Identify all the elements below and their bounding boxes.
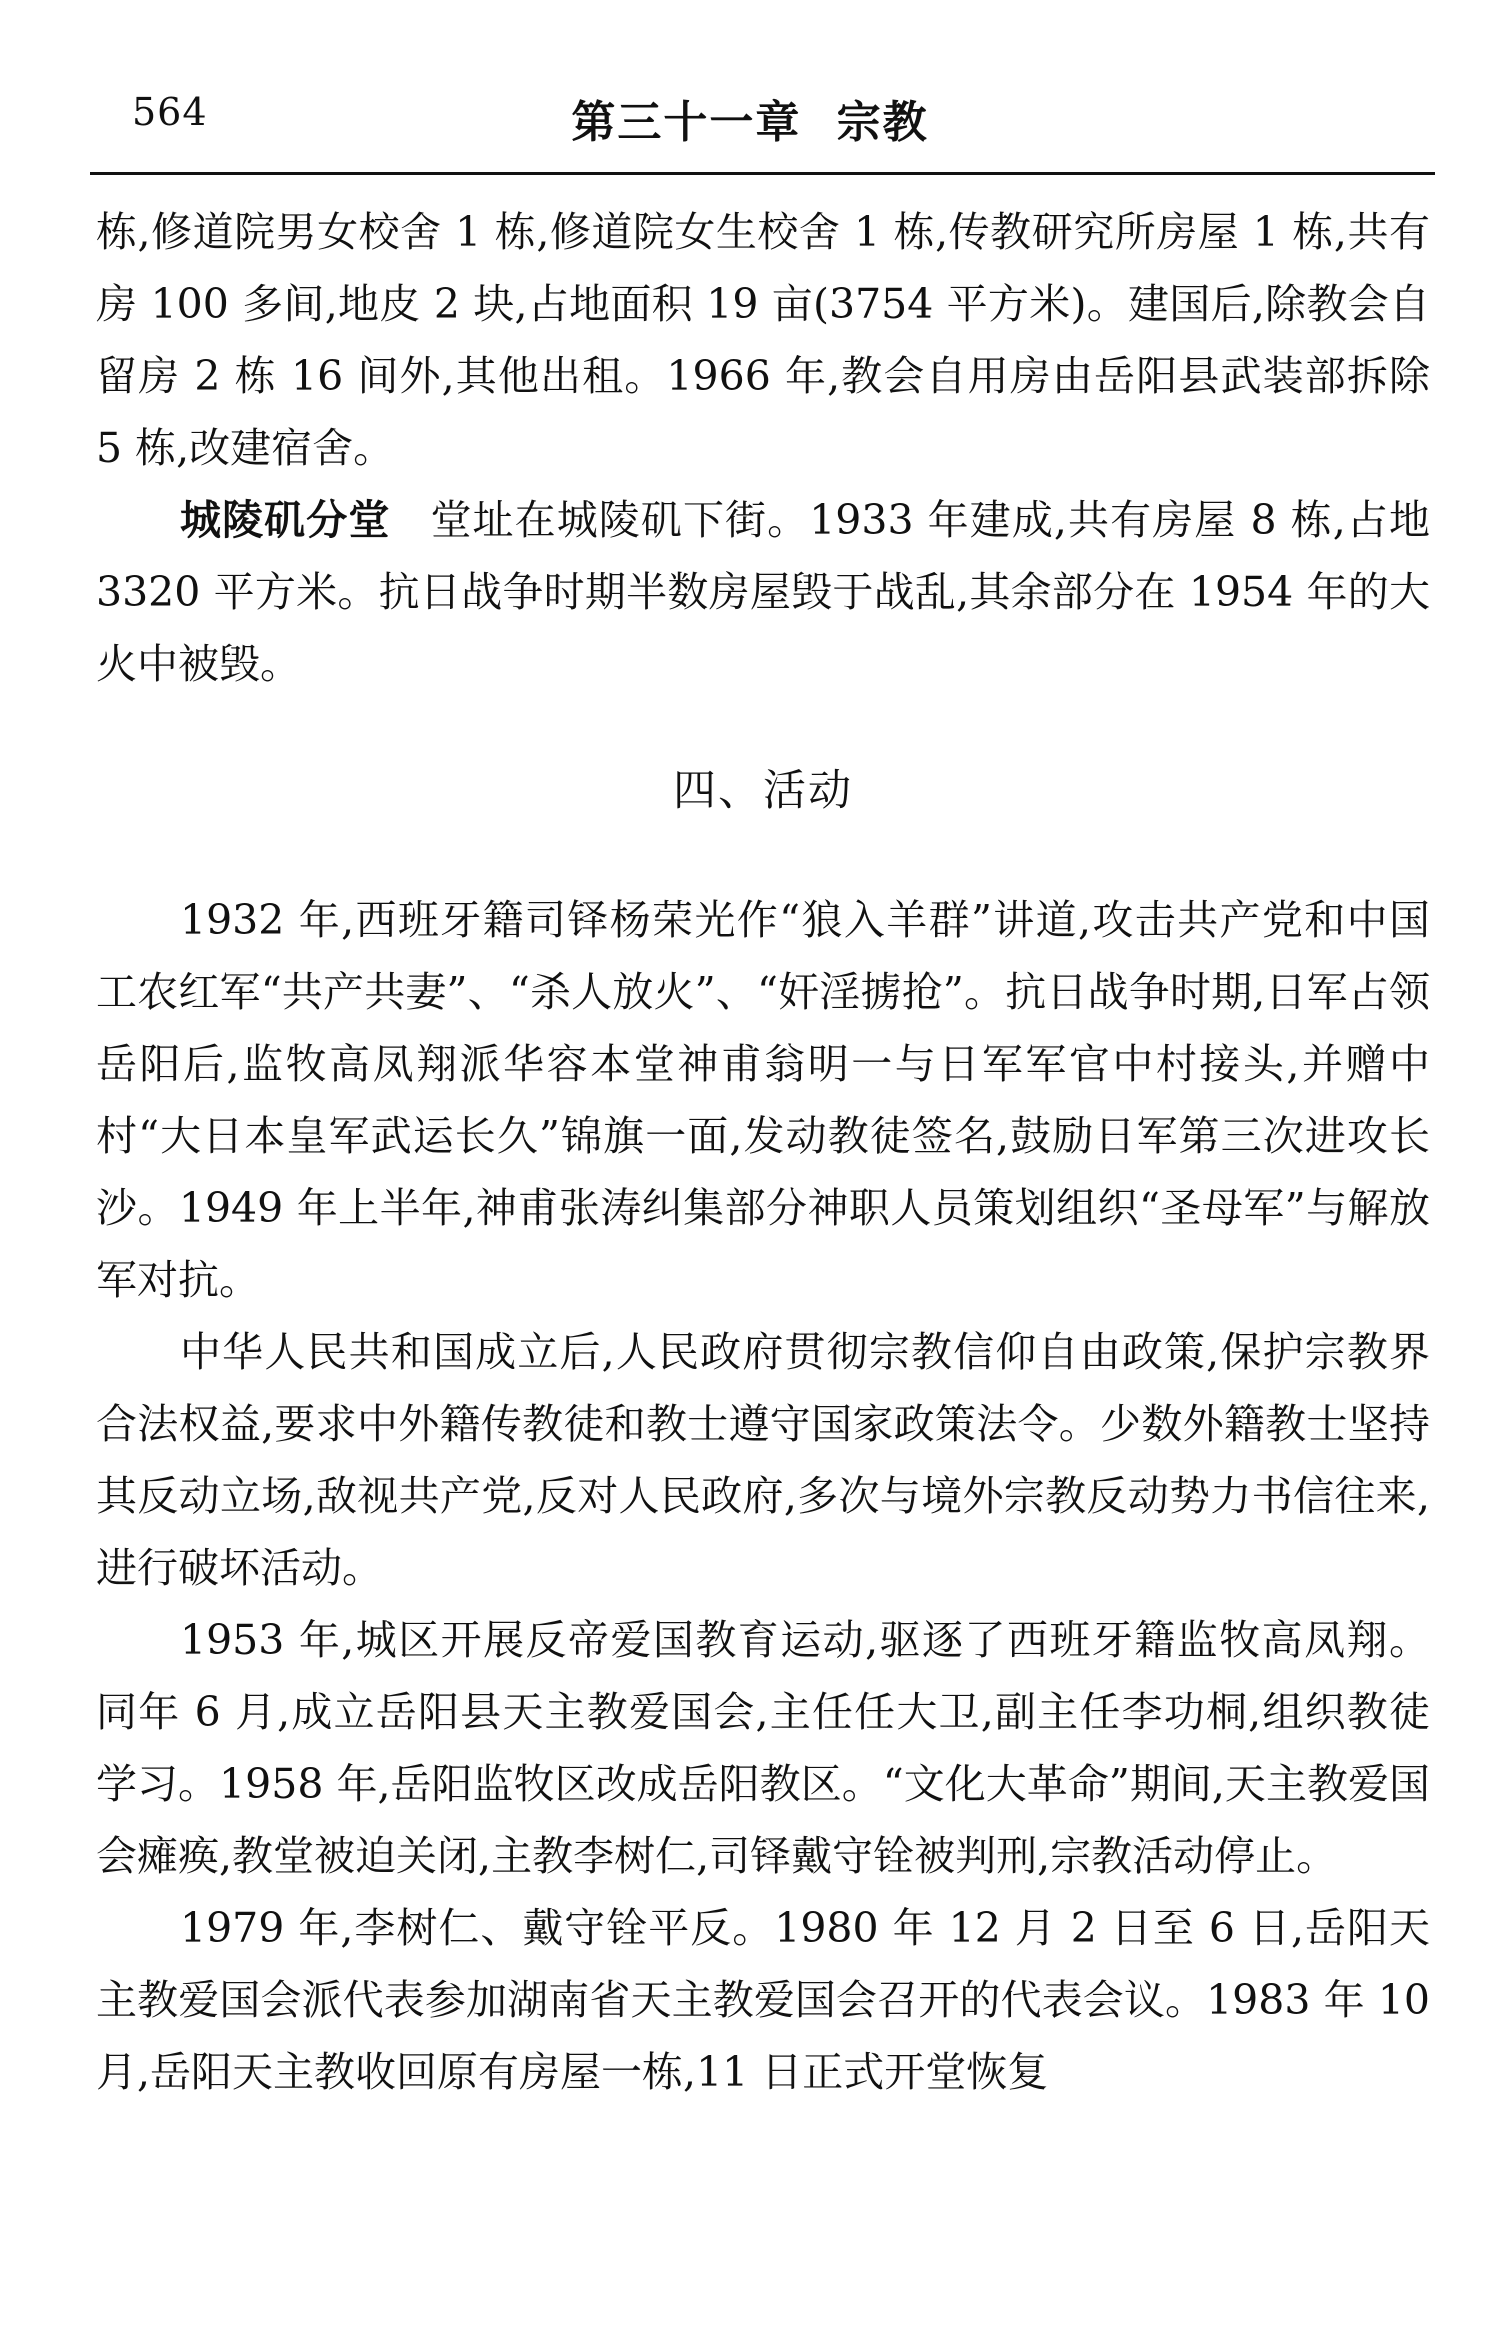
entry-term: 城陵矶分堂 <box>180 496 391 544</box>
header-rule <box>90 172 1435 175</box>
paragraph-1953: 1953 年,城区开展反帝爱国教育运动,驱逐了西班牙籍监牧高凤翔。同年 6 月,成立岳阳县天主教爱国会,主任任大卫,副主任李功桐,组织教徒学习。1958 年,岳阳监牧区改成岳阳教区。“文化大革命”期间,天主教爱国会瘫痪,教堂被迫关闭,主教李树仁,司铎戴守铨被判刑,宗教活动停止。 <box>96 1616 1430 1880</box>
paragraph-1979: 1979 年,李树仁、戴守铨平反。1980 年 12 月 2 日至 6 日,岳阳天主教爱国会派代表参加湖南省天主教爱国会召开的代表会议。1983 年 10 月,岳阳天主教收回原有房屋一栋,11 日正式开堂恢复 <box>96 1904 1430 2096</box>
running-title: 第三十一章 宗教 <box>571 97 929 148</box>
page-body <box>96 196 1430 2108</box>
entry-text: 堂址在城陵矶下街。1933 年建成,共有房屋 8 栋,占地 3320 平方米。抗日战争时期半数房屋毁于战乱,其余部分在 1954 年的大火中被毁。 <box>96 496 1431 688</box>
paragraph-continued: 栋,修道院男女校舍 1 栋,修道院女生校舍 1 栋,传教研究所房屋 1 栋,共有房 100 多间,地皮 2 块,占地面积 19 亩(3754 平方米)。建国后,除教会自留房 2 栋 16 间外,其他出租。1966 年,教会自用房由岳阳县武装部拆除 5 栋,改建宿舍。 <box>96 208 1430 472</box>
paragraph-prc-founding: 中华人民共和国成立后,人民政府贯彻宗教信仰自由政策,保护宗教界合法权益,要求中外籍传教徒和教士遵守国家政策法令。少数外籍教士坚持其反动立场,敌视共产党,反对人民政府,多次与境外宗教反动势力书信往来,进行破坏活动。 <box>96 1328 1430 1592</box>
page-number: 564 <box>132 90 208 134</box>
section-heading: 四、活动 <box>673 766 853 816</box>
paragraph-chenglingji <box>96 484 1430 700</box>
paragraph-1932: 1932 年,西班牙籍司铎杨荣光作“狼入羊群”讲道,攻击共产党和中国工农红军“共产共妻”、“杀人放火”、“奸淫掳抢”。抗日战争时期,日军占领岳阳后,监牧高凤翔派华容本堂神甫翁明一与日军军官中村接头,并赠中村“大日本皇军武运长久”锦旗一面,发动教徒签名,鼓励日军第三次进攻长沙。1949 年上半年,神甫张涛纠集部分神职人员策划组织“圣母军”与解放军对抗。 <box>96 896 1430 1304</box>
